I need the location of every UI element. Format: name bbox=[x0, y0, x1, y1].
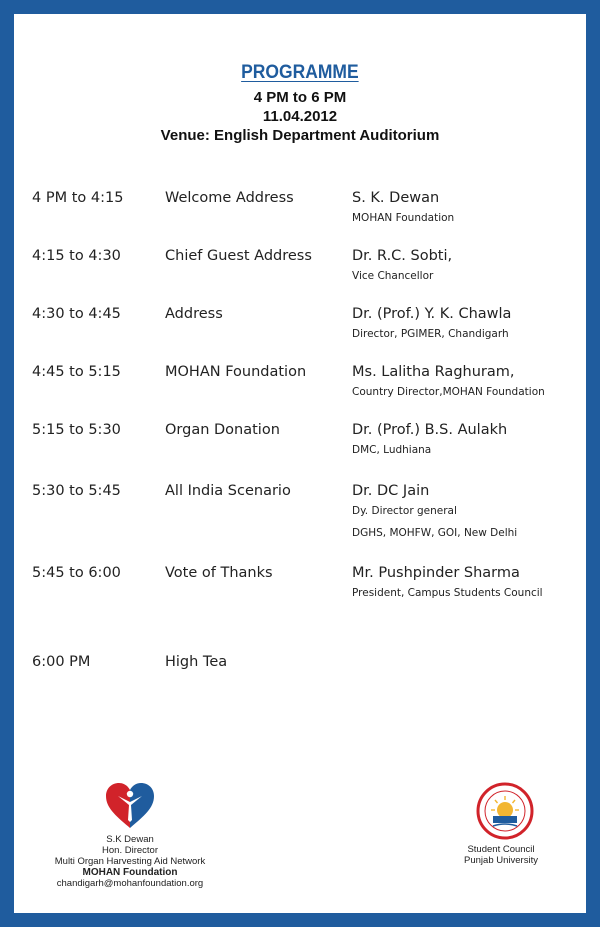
speaker-name: Dr. DC Jain bbox=[352, 483, 430, 499]
org-email: chandigarh@mohanfoundation.org bbox=[56, 878, 204, 889]
director-name: S.K Dewan bbox=[106, 834, 154, 845]
schedule-event: Welcome Address bbox=[165, 190, 294, 206]
event-date: 11.04.2012 bbox=[262, 108, 338, 125]
schedule-time: 5:45 to 6:00 bbox=[32, 565, 121, 581]
schedule-time: 4:45 to 5:15 bbox=[32, 364, 121, 380]
speaker-name: Ms. Lalitha Raghuram, bbox=[352, 364, 515, 380]
schedule-time: 6:00 PM bbox=[32, 654, 91, 670]
schedule-event: All India Scenario bbox=[165, 483, 291, 499]
speaker-detail: MOHAN Foundation bbox=[352, 212, 455, 224]
university-name: Punjab University bbox=[464, 855, 538, 866]
student-council-block bbox=[455, 782, 547, 866]
schedule-time: 4:15 to 4:30 bbox=[32, 248, 121, 264]
org-name: MOHAN Foundation bbox=[82, 867, 178, 878]
org-full-name: Multi Organ Harvesting Aid Network bbox=[54, 856, 206, 867]
director-role: Hon. Director bbox=[102, 845, 158, 856]
speaker-name: Dr. R.C. Sobti, bbox=[352, 248, 453, 264]
speaker-detail: President, Campus Students Council bbox=[352, 587, 543, 599]
schedule-event: Organ Donation bbox=[165, 422, 280, 438]
schedule-time: 5:15 to 5:30 bbox=[32, 422, 121, 438]
heart-person-logo-icon bbox=[104, 782, 156, 830]
time-range: 4 PM to 6 PM bbox=[253, 89, 347, 106]
schedule-speaker bbox=[352, 422, 507, 456]
mohan-foundation-block bbox=[30, 782, 230, 889]
schedule-event: High Tea bbox=[165, 654, 228, 670]
page-title: PROGRAMME bbox=[241, 62, 359, 83]
speaker-name: Mr. Pushpinder Sharma bbox=[352, 565, 520, 581]
schedule-speaker bbox=[352, 565, 543, 599]
speaker-name: Dr. (Prof.) B.S. Aulakh bbox=[352, 422, 508, 438]
speaker-detail: DMC, Ludhiana bbox=[352, 444, 432, 456]
speaker-name: Dr. (Prof.) Y. K. Chawla bbox=[352, 306, 512, 322]
speaker-detail: Dy. Director general bbox=[352, 505, 457, 517]
schedule-speaker bbox=[352, 306, 511, 340]
speaker-detail: Director, PGIMER, Chandigarh bbox=[352, 328, 509, 340]
schedule-event: MOHAN Foundation bbox=[165, 364, 307, 380]
schedule-time: 4 PM to 4:15 bbox=[32, 190, 124, 206]
speaker-detail: Vice Chancellor bbox=[352, 270, 434, 282]
speaker-detail: Country Director,MOHAN Foundation bbox=[352, 386, 545, 398]
schedule-event: Chief Guest Address bbox=[165, 248, 312, 264]
programme-card bbox=[14, 14, 586, 913]
schedule-speaker bbox=[352, 248, 452, 282]
schedule-speaker bbox=[352, 483, 517, 539]
schedule-speaker bbox=[352, 190, 454, 224]
schedule-event: Vote of Thanks bbox=[165, 565, 273, 581]
schedule-time: 4:30 to 4:45 bbox=[32, 306, 121, 322]
schedule-time: 5:30 to 5:45 bbox=[32, 483, 121, 499]
speaker-detail: DGHS, MOHFW, GOI, New Delhi bbox=[352, 527, 518, 539]
speaker-name: S. K. Dewan bbox=[352, 190, 440, 206]
schedule-speaker bbox=[352, 364, 545, 398]
council-name: Student Council bbox=[467, 844, 535, 855]
venue: Venue: English Department Auditorium bbox=[160, 127, 440, 144]
schedule-event: Address bbox=[165, 306, 223, 322]
university-seal-icon bbox=[476, 782, 534, 840]
programme-header bbox=[0, 62, 600, 145]
